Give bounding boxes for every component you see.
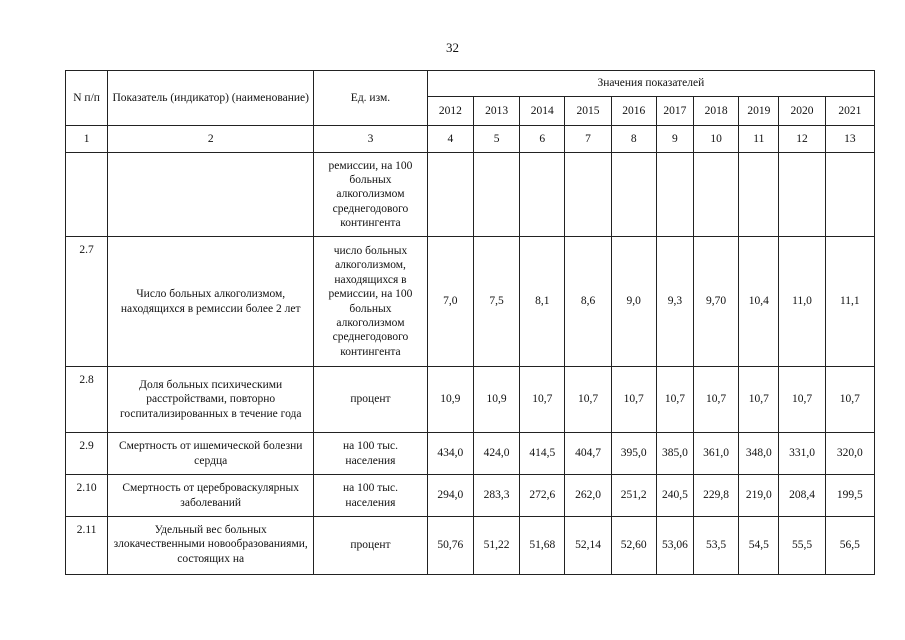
value-cell: 395,0 xyxy=(611,433,656,475)
year-header: 2021 xyxy=(825,97,874,126)
unit-cell: ремиссии, на 100 больных алкоголизмом среднегодового контингента xyxy=(314,153,428,237)
row-number: 2.11 xyxy=(66,517,108,575)
indicator-name: Смертность от ишемической болезни сердца xyxy=(108,433,314,475)
value-cell xyxy=(694,153,739,237)
unit-cell: процент xyxy=(314,517,428,575)
value-cell xyxy=(565,153,611,237)
value-cell: 10,7 xyxy=(779,367,825,433)
unit-cell: на 100 тыс. населения xyxy=(314,475,428,517)
value-cell: 10,7 xyxy=(611,367,656,433)
value-cell: 8,6 xyxy=(565,237,611,367)
value-cell: 385,0 xyxy=(656,433,693,475)
value-cell: 240,5 xyxy=(656,475,693,517)
unit-cell: число больных алкоголизмом, находящихся в ремиссии, на 100 больных алкоголизмом среднегодового контингента xyxy=(314,237,428,367)
unit-cell: на 100 тыс. населения xyxy=(314,433,428,475)
value-cell: 54,5 xyxy=(739,517,779,575)
value-cell: 251,2 xyxy=(611,475,656,517)
value-cell: 53,5 xyxy=(694,517,739,575)
year-header: 2019 xyxy=(739,97,779,126)
row-number: 2.8 xyxy=(66,367,108,433)
value-cell: 272,6 xyxy=(520,475,565,517)
value-cell: 11,0 xyxy=(779,237,825,367)
value-cell: 11,1 xyxy=(825,237,874,367)
column-number: 10 xyxy=(694,126,739,153)
value-cell xyxy=(779,153,825,237)
value-cell: 10,4 xyxy=(739,237,779,367)
value-cell: 10,7 xyxy=(520,367,565,433)
value-cell xyxy=(739,153,779,237)
value-cell: 10,7 xyxy=(825,367,874,433)
column-number: 1 xyxy=(66,126,108,153)
column-number: 8 xyxy=(611,126,656,153)
year-header: 2014 xyxy=(520,97,565,126)
value-cell: 7,5 xyxy=(473,237,519,367)
year-header: 2017 xyxy=(656,97,693,126)
value-cell: 414,5 xyxy=(520,433,565,475)
indicator-name: Число больных алкоголизмом, находящихся в ремиссии более 2 лет xyxy=(108,237,314,367)
value-cell: 52,60 xyxy=(611,517,656,575)
value-cell: 348,0 xyxy=(739,433,779,475)
value-cell: 51,68 xyxy=(520,517,565,575)
value-cell: 219,0 xyxy=(739,475,779,517)
header-unit: Ед. изм. xyxy=(314,71,428,126)
year-header: 2012 xyxy=(427,97,473,126)
value-cell xyxy=(473,153,519,237)
value-cell: 262,0 xyxy=(565,475,611,517)
value-cell: 331,0 xyxy=(779,433,825,475)
value-cell: 7,0 xyxy=(427,237,473,367)
value-cell: 199,5 xyxy=(825,475,874,517)
value-cell: 50,76 xyxy=(427,517,473,575)
value-cell: 9,70 xyxy=(694,237,739,367)
row-number: 2.9 xyxy=(66,433,108,475)
value-cell: 229,8 xyxy=(694,475,739,517)
value-cell xyxy=(611,153,656,237)
value-cell: 10,7 xyxy=(565,367,611,433)
column-number: 5 xyxy=(473,126,519,153)
table-row xyxy=(66,153,875,237)
page-number: 32 xyxy=(446,40,459,55)
column-number: 9 xyxy=(656,126,693,153)
value-cell: 56,5 xyxy=(825,517,874,575)
value-cell: 404,7 xyxy=(565,433,611,475)
value-cell: 9,0 xyxy=(611,237,656,367)
value-cell: 51,22 xyxy=(473,517,519,575)
year-header: 2018 xyxy=(694,97,739,126)
table-row xyxy=(66,367,875,433)
year-header: 2013 xyxy=(473,97,519,126)
table-row xyxy=(66,433,875,475)
indicators-table xyxy=(65,70,875,575)
unit-cell: процент xyxy=(314,367,428,433)
indicator-name: Удельный вес больных злокачественными новообразованиями, состоящих на xyxy=(108,517,314,575)
value-cell: 208,4 xyxy=(779,475,825,517)
value-cell: 10,9 xyxy=(427,367,473,433)
indicator-name: Смертность от цереброваскулярных заболеваний xyxy=(108,475,314,517)
value-cell: 294,0 xyxy=(427,475,473,517)
table-row xyxy=(66,475,875,517)
indicator-name: Доля больных психическими расстройствами, повторно госпитализированных в течение года xyxy=(108,367,314,433)
row-number xyxy=(66,153,108,237)
value-cell: 283,3 xyxy=(473,475,519,517)
indicator-name xyxy=(108,153,314,237)
value-cell: 424,0 xyxy=(473,433,519,475)
header-indicator: Показатель (индикатор) (наименование) xyxy=(108,71,314,126)
value-cell: 9,3 xyxy=(656,237,693,367)
value-cell: 10,7 xyxy=(694,367,739,433)
value-cell xyxy=(656,153,693,237)
column-number: 11 xyxy=(739,126,779,153)
value-cell: 53,06 xyxy=(656,517,693,575)
row-number: 2.7 xyxy=(66,237,108,367)
column-number: 12 xyxy=(779,126,825,153)
table-row xyxy=(66,517,875,575)
value-cell xyxy=(427,153,473,237)
column-number: 13 xyxy=(825,126,874,153)
year-header: 2015 xyxy=(565,97,611,126)
value-cell: 320,0 xyxy=(825,433,874,475)
value-cell: 434,0 xyxy=(427,433,473,475)
value-cell: 52,14 xyxy=(565,517,611,575)
year-header: 2020 xyxy=(779,97,825,126)
column-number: 2 xyxy=(108,126,314,153)
value-cell: 10,7 xyxy=(739,367,779,433)
column-number: 6 xyxy=(520,126,565,153)
row-number: 2.10 xyxy=(66,475,108,517)
value-cell xyxy=(520,153,565,237)
value-cell xyxy=(825,153,874,237)
value-cell: 55,5 xyxy=(779,517,825,575)
year-header: 2016 xyxy=(611,97,656,126)
value-cell: 8,1 xyxy=(520,237,565,367)
header-values: Значения показателей xyxy=(427,71,874,97)
value-cell: 10,7 xyxy=(656,367,693,433)
header-num: N п/п xyxy=(66,71,108,126)
column-number: 4 xyxy=(427,126,473,153)
value-cell: 10,9 xyxy=(473,367,519,433)
value-cell: 361,0 xyxy=(694,433,739,475)
column-numbers-row xyxy=(66,126,875,153)
table-row xyxy=(66,237,875,367)
column-number: 3 xyxy=(314,126,428,153)
column-number: 7 xyxy=(565,126,611,153)
